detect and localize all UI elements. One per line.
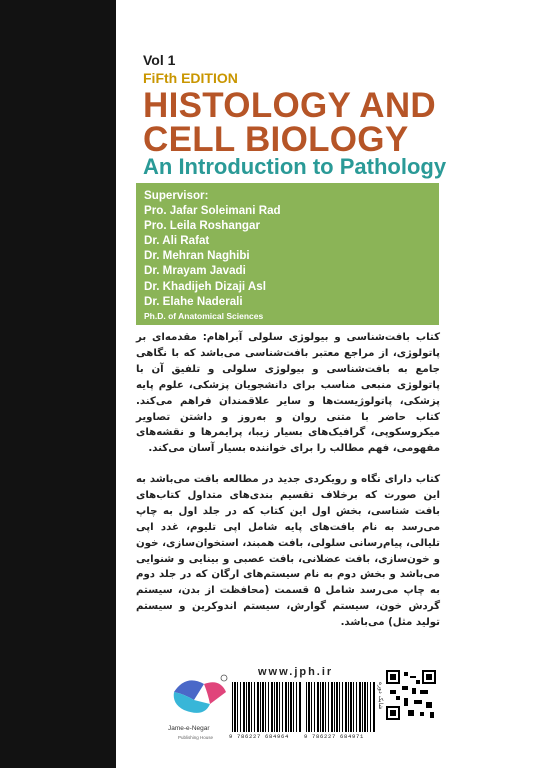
supervisor-name: Pro. Jafar Soleimani Rad (144, 204, 281, 218)
book-subtitle: An Introduction to Pathology (143, 154, 447, 179)
publisher-name: Jame-e-Negar (168, 725, 210, 732)
isbn-number-2: 9 786227 684971 (304, 733, 365, 740)
book-spine (0, 0, 116, 768)
supervisor-name: Pro. Leila Roshangar (144, 219, 260, 233)
description-paragraph-1: کتاب بافت‌شناسی و بیولوژی سلولی آبراهام: مقدمه‌ای بر پاتولوژی، از مراجع معتبر بافت‌شناسی می‌باشد که با نگاهی جامع به بافت‌شناسی و بیولوژی سلولی و تلفیق آن با پاتولوژی منبعی مناسب برای دانشجویان پزشکی، علوم پایه پزشکی، پاتولوژیست‌ها و سایر علاقمندان فراهم می‌کند. کتاب حاضر با متنی روان و به‌روز و داشتن تصاویر میکروسکوپی، گرافیک‌های بسیار زیبا، پرایمرها و نقشه‌های مفهومی، فهم مطالب را برای خواننده بسیار آسان می‌کند. (136, 332, 440, 455)
supervisor-degree-note: Ph.D. of Anatomical Sciences (144, 310, 264, 321)
publisher-house-label: Publishing House (178, 735, 214, 740)
publisher-website: www.jph.ir (258, 666, 334, 678)
book-title-line-2: CELL BIOLOGY (143, 120, 409, 159)
qr-code (386, 670, 436, 720)
supervisor-name: Dr. Mrayam Javadi (144, 264, 246, 278)
supervisor-name: Dr. Khadijeh Dizaji Asl (144, 279, 266, 293)
barcode-1 (232, 682, 302, 732)
isbn-number-1: 9 786227 684964 (229, 733, 290, 740)
volume-label: Vol 1 (143, 52, 176, 68)
edition-label: FiFth EDITION (143, 70, 238, 86)
supervisor-name: Dr. Elahe Naderali (144, 294, 243, 308)
description-paragraph-2: کتاب دارای نگاه و رویکردی جدید در مطالعه بافت می‌باشد به این صورت که برخلاف تقسیم بندی‌های متداول کتاب‌های بافت شناسی، بخش اول این کتاب که در جلد اول به چاپ می‌رسد به نام بافت‌های پایه شامل اپی تلیوم، غدد اپی تلیالی، پیام‌رسانی سلولی، بافت همبند، استخوان‌سازی، خون و خون‌سازی، بافت عضلانی، بافت عصبی و بینایی و شنوایی می‌باشد و بخش دوم به نام سیستم‌های ارگان که در جلد دوم به چاپ می‌رسد شامل ۵ قسمت (محافظت از بدن، سیستم گردش خون، سیستم گوارش، سیستم اندوکرین و سیستم تولید مثل) می‌باشد. (136, 474, 440, 629)
isbn-label: شابک دوره (377, 682, 384, 710)
book-title-line-1: HISTOLOGY AND (143, 86, 437, 125)
publisher-logo (164, 664, 236, 744)
barcode-2 (306, 682, 376, 732)
supervisor-box (136, 183, 439, 325)
supervisor-name: Dr. Mehran Naghibi (144, 249, 250, 263)
supervisor-name: Dr. Ali Rafat (144, 234, 210, 248)
supervisor-heading: Supervisor: (144, 189, 209, 202)
